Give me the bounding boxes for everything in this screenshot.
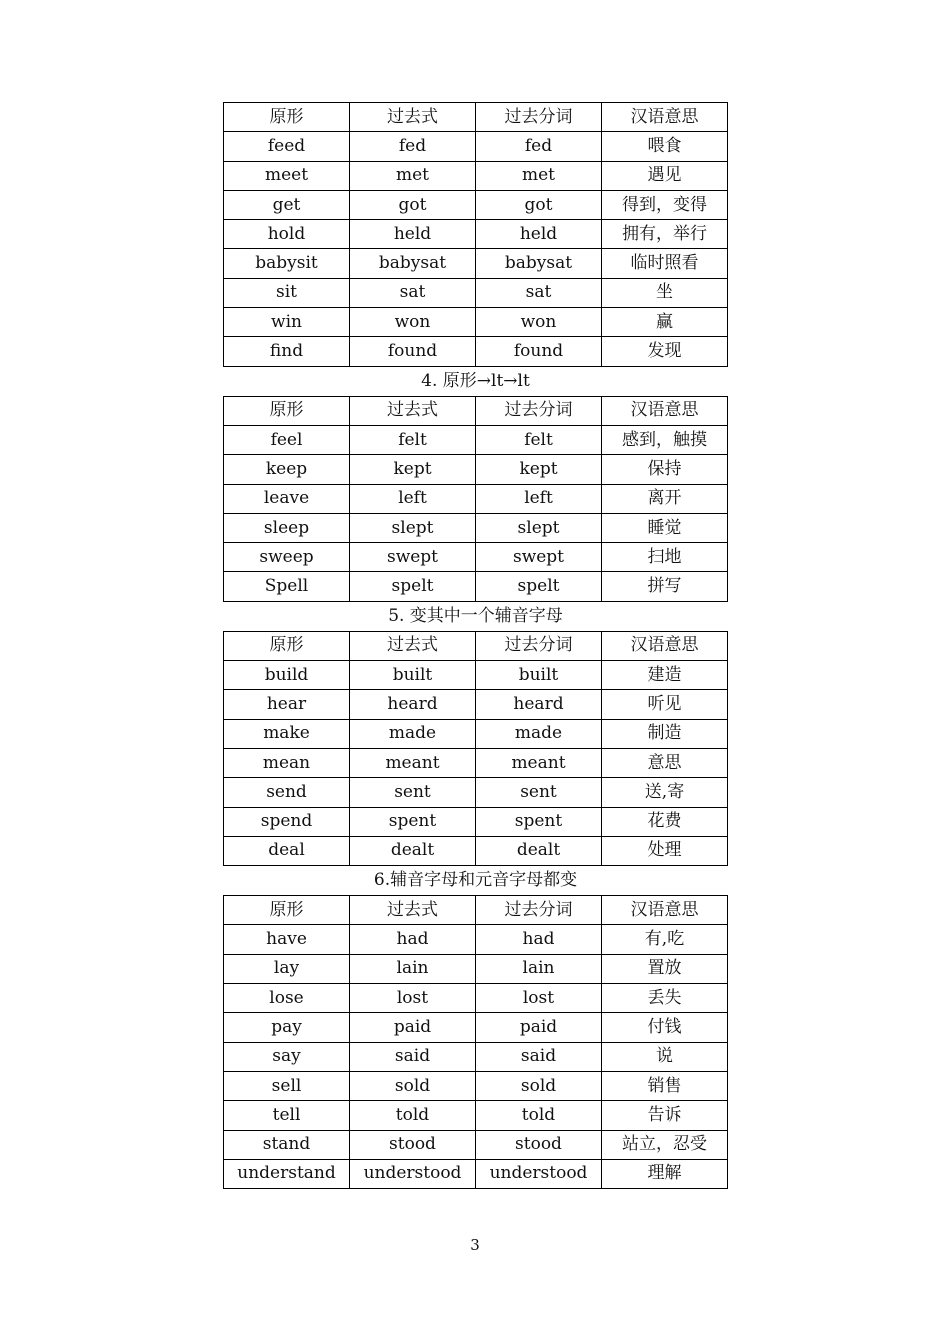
table-cell: 送,寄 xyxy=(602,778,728,807)
table-cell: made xyxy=(476,719,602,748)
table-cell: Spell xyxy=(224,572,350,601)
table-row xyxy=(224,778,728,807)
header-cell: 原形 xyxy=(224,896,350,925)
table-cell: spend xyxy=(224,807,350,836)
table-cell: won xyxy=(476,308,602,337)
table-cell: 说 xyxy=(602,1042,728,1071)
header-cell: 过去式 xyxy=(350,896,476,925)
table-cell: sent xyxy=(476,778,602,807)
table-cell: kept xyxy=(350,455,476,484)
table-cell: lay xyxy=(224,954,350,983)
table-cell: 丢失 xyxy=(602,984,728,1013)
table-cell: 赢 xyxy=(602,308,728,337)
table-cell: found xyxy=(476,337,602,366)
table-cell: sold xyxy=(476,1071,602,1100)
table-row xyxy=(224,925,728,954)
table-cell: 扫地 xyxy=(602,543,728,572)
verb-table xyxy=(223,631,728,866)
header-cell: 汉语意思 xyxy=(602,631,728,660)
table-cell: keep xyxy=(224,455,350,484)
header-cell: 过去分词 xyxy=(476,896,602,925)
table-row xyxy=(224,1013,728,1042)
table-row xyxy=(224,308,728,337)
table-cell: sweep xyxy=(224,543,350,572)
table-cell: slept xyxy=(476,513,602,542)
table-row xyxy=(224,132,728,161)
header-cell: 原形 xyxy=(224,396,350,425)
table-cell: 花费 xyxy=(602,807,728,836)
table-row xyxy=(224,836,728,865)
table-cell: understood xyxy=(476,1159,602,1188)
table-cell: held xyxy=(476,220,602,249)
table-cell: 坐 xyxy=(602,278,728,307)
table-cell: left xyxy=(350,484,476,513)
header-cell: 原形 xyxy=(224,631,350,660)
table-cell: 拼写 xyxy=(602,572,728,601)
table-cell: swept xyxy=(476,543,602,572)
table-cell: spelt xyxy=(350,572,476,601)
table-cell: said xyxy=(476,1042,602,1071)
table-cell: 发现 xyxy=(602,337,728,366)
table-row xyxy=(224,425,728,454)
header-cell: 过去式 xyxy=(350,103,476,132)
table-cell: 有,吃 xyxy=(602,925,728,954)
table-cell: pay xyxy=(224,1013,350,1042)
header-cell: 过去分词 xyxy=(476,396,602,425)
page-number: 3 xyxy=(470,1236,480,1254)
table-cell: feel xyxy=(224,425,350,454)
table-cell: kept xyxy=(476,455,602,484)
table-cell: 拥有，举行 xyxy=(602,220,728,249)
section-title: 5. 变其中一个辅音字母 xyxy=(388,605,563,626)
table-cell: felt xyxy=(350,425,476,454)
table-cell: got xyxy=(476,190,602,219)
table-cell: spent xyxy=(476,807,602,836)
table-row xyxy=(224,455,728,484)
table-cell: slept xyxy=(350,513,476,542)
table-cell: 临时照看 xyxy=(602,249,728,278)
table-cell: meant xyxy=(476,748,602,777)
table-header-row xyxy=(224,103,728,132)
table-cell: spelt xyxy=(476,572,602,601)
table-cell: find xyxy=(224,337,350,366)
table-cell: 得到，变得 xyxy=(602,190,728,219)
table-cell: paid xyxy=(350,1013,476,1042)
verb-table xyxy=(223,895,728,1189)
table-cell: met xyxy=(350,161,476,190)
table-cell: win xyxy=(224,308,350,337)
table-cell: found xyxy=(350,337,476,366)
table-row xyxy=(224,1071,728,1100)
table-cell: felt xyxy=(476,425,602,454)
table-row xyxy=(224,572,728,601)
table-header-row xyxy=(224,396,728,425)
table-cell: babysat xyxy=(350,249,476,278)
table-cell: 站立，忍受 xyxy=(602,1130,728,1159)
table-cell: make xyxy=(224,719,350,748)
table-cell: 置放 xyxy=(602,954,728,983)
table-cell: 制造 xyxy=(602,719,728,748)
table-cell: sat xyxy=(476,278,602,307)
table-cell: said xyxy=(350,1042,476,1071)
table-cell: leave xyxy=(224,484,350,513)
table-row xyxy=(224,690,728,719)
table-row xyxy=(224,337,728,366)
table-row xyxy=(224,220,728,249)
table-row xyxy=(224,1101,728,1130)
table-row xyxy=(224,807,728,836)
table-cell: stand xyxy=(224,1130,350,1159)
table-row xyxy=(224,719,728,748)
table-cell: stood xyxy=(476,1130,602,1159)
table-cell: had xyxy=(476,925,602,954)
table-cell: babysat xyxy=(476,249,602,278)
table-cell: 睡觉 xyxy=(602,513,728,542)
table-cell: lain xyxy=(350,954,476,983)
table-cell: dealt xyxy=(476,836,602,865)
table-cell: build xyxy=(224,661,350,690)
table-cell: held xyxy=(350,220,476,249)
header-cell: 汉语意思 xyxy=(602,103,728,132)
table-cell: 听见 xyxy=(602,690,728,719)
table-cell: 喂食 xyxy=(602,132,728,161)
table-cell: meet xyxy=(224,161,350,190)
table-cell: lost xyxy=(476,984,602,1013)
table-cell: sent xyxy=(350,778,476,807)
header-cell: 过去分词 xyxy=(476,631,602,660)
table-cell: 建造 xyxy=(602,661,728,690)
table-row xyxy=(224,161,728,190)
table-cell: got xyxy=(350,190,476,219)
table-cell: left xyxy=(476,484,602,513)
table-cell: 感到，触摸 xyxy=(602,425,728,454)
table-cell: made xyxy=(350,719,476,748)
table-cell: understood xyxy=(350,1159,476,1188)
table-cell: understand xyxy=(224,1159,350,1188)
table-cell: meant xyxy=(350,748,476,777)
table-cell: met xyxy=(476,161,602,190)
header-cell: 过去式 xyxy=(350,631,476,660)
table-cell: lose xyxy=(224,984,350,1013)
table-cell: built xyxy=(476,661,602,690)
table-row xyxy=(224,543,728,572)
table-cell: built xyxy=(350,661,476,690)
table-row xyxy=(224,954,728,983)
table-cell: fed xyxy=(350,132,476,161)
table-cell: 遇见 xyxy=(602,161,728,190)
table-cell: have xyxy=(224,925,350,954)
verb-table xyxy=(223,396,728,602)
table-cell: 意思 xyxy=(602,748,728,777)
verb-table xyxy=(223,102,728,367)
table-header-row xyxy=(224,896,728,925)
table-cell: sold xyxy=(350,1071,476,1100)
table-cell: lost xyxy=(350,984,476,1013)
table-cell: 保持 xyxy=(602,455,728,484)
table-cell: fed xyxy=(476,132,602,161)
table-row xyxy=(224,190,728,219)
header-cell: 汉语意思 xyxy=(602,396,728,425)
table-cell: feed xyxy=(224,132,350,161)
table-cell: deal xyxy=(224,836,350,865)
table-cell: stood xyxy=(350,1130,476,1159)
table-row xyxy=(224,1130,728,1159)
table-cell: sat xyxy=(350,278,476,307)
table-cell: 付钱 xyxy=(602,1013,728,1042)
table-cell: send xyxy=(224,778,350,807)
table-row xyxy=(224,513,728,542)
table-cell: 处理 xyxy=(602,836,728,865)
table-row xyxy=(224,249,728,278)
table-row xyxy=(224,748,728,777)
table-cell: dealt xyxy=(350,836,476,865)
table-cell: lain xyxy=(476,954,602,983)
table-cell: sleep xyxy=(224,513,350,542)
header-cell: 汉语意思 xyxy=(602,896,728,925)
table-cell: tell xyxy=(224,1101,350,1130)
header-cell: 过去式 xyxy=(350,396,476,425)
table-cell: told xyxy=(350,1101,476,1130)
section-title: 6.辅音字母和元音字母都变 xyxy=(373,870,578,891)
table-row xyxy=(224,484,728,513)
table-cell: paid xyxy=(476,1013,602,1042)
table-cell: told xyxy=(476,1101,602,1130)
table-cell: babysit xyxy=(224,249,350,278)
table-cell: 告诉 xyxy=(602,1101,728,1130)
table-cell: heard xyxy=(476,690,602,719)
table-cell: 销售 xyxy=(602,1071,728,1100)
table-row xyxy=(224,1042,728,1071)
table-cell: spent xyxy=(350,807,476,836)
table-row xyxy=(224,984,728,1013)
table-cell: sell xyxy=(224,1071,350,1100)
table-cell: had xyxy=(350,925,476,954)
table-cell: 理解 xyxy=(602,1159,728,1188)
header-cell: 原形 xyxy=(224,103,350,132)
table-row xyxy=(224,278,728,307)
table-cell: swept xyxy=(350,543,476,572)
table-cell: heard xyxy=(350,690,476,719)
table-cell: say xyxy=(224,1042,350,1071)
table-cell: hear xyxy=(224,690,350,719)
table-cell: won xyxy=(350,308,476,337)
header-cell: 过去分词 xyxy=(476,103,602,132)
document-body xyxy=(223,102,728,1189)
table-cell: get xyxy=(224,190,350,219)
table-row xyxy=(224,661,728,690)
table-cell: hold xyxy=(224,220,350,249)
table-cell: 离开 xyxy=(602,484,728,513)
table-header-row xyxy=(224,631,728,660)
table-cell: sit xyxy=(224,278,350,307)
table-row xyxy=(224,1159,728,1188)
table-cell: mean xyxy=(224,748,350,777)
section-title: 4. 原形→lt→lt xyxy=(421,370,530,391)
